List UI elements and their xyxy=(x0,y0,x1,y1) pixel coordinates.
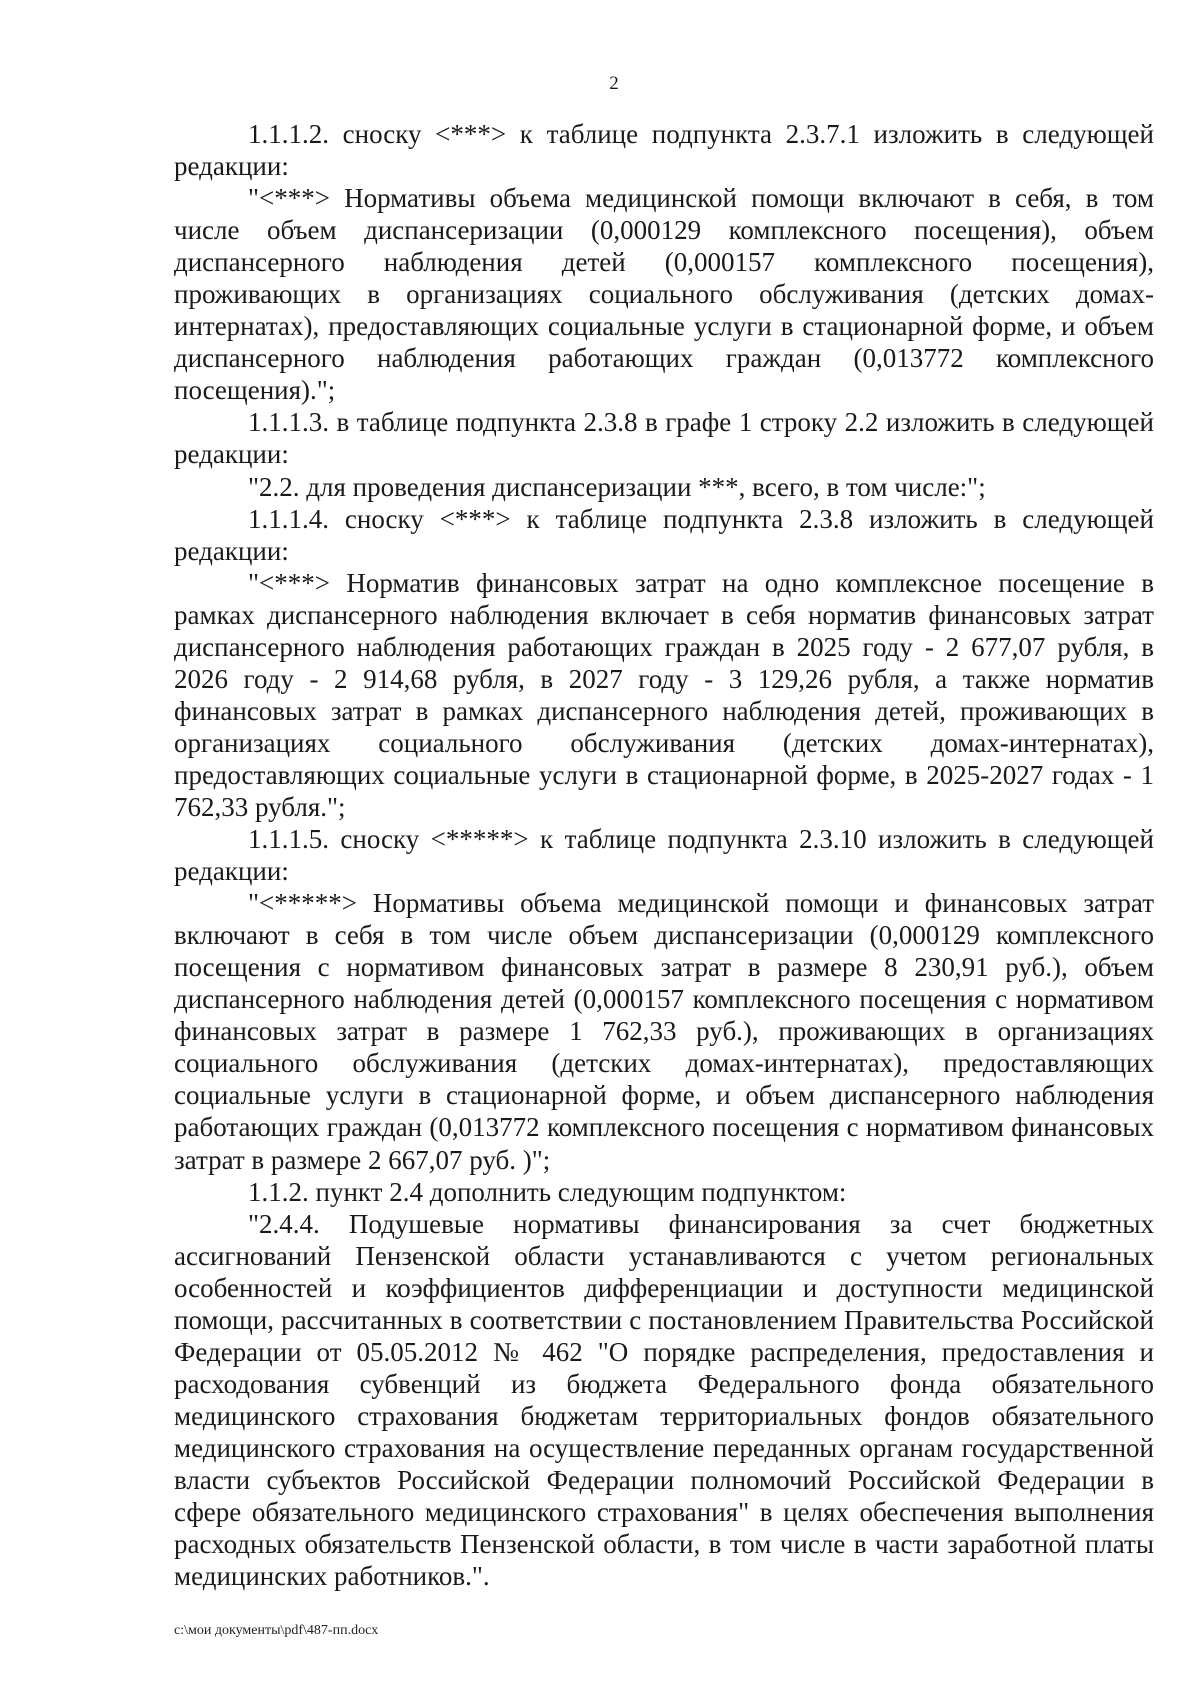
paragraph-1-1-1-4-heading: 1.1.1.4. сноску <***> к таблице подпункта 2.3.8 изложить в следующей редакции: xyxy=(174,503,1154,566)
paragraph-1-1-1-2-heading: 1.1.1.2. сноску <***> к таблице подпункта 2.3.7.1 изложить в следующей редакции: xyxy=(174,119,1154,182)
paragraph-1-1-2-heading: 1.1.2. пункт 2.4 дополнить следующим подпунктом: xyxy=(248,1176,847,1207)
paragraph-2-4-4: "2.4.4. Подушевые нормативы финансирования за счет бюджетных ассигнований Пензенской области устанавливаются с учетом региональных особенностей и коэффициентов дифференциации и доступности медицинской помощи, рассчитанных в соответствии с постановлением Правительства Российской Федерации от 05.05.2012 № 462 "О порядке распределения, предоставления и расходования субвенций из бюджета Федерального фонда обязательного медицинского страхования бюджетам территориальных фондов обязательного медицинского страхования на осуществление переданных органам государственной власти субъектов Российской Федерации полномочий Российской Федерации в сфере обязательного медицинского страхования" в целях обеспечения выполнения расходных обязательств Пензенской области, в том числе в части заработной платы медицинских работников.". xyxy=(174,1208,1154,1592)
paragraph-1-1-1-5-heading: 1.1.1.5. сноску <*****> к таблице подпункта 2.3.10 изложить в следующей редакции: xyxy=(174,824,1154,887)
page-number: 2 xyxy=(609,73,619,94)
document-body xyxy=(174,118,1154,1592)
paragraph-footnote-2-3-10: "<*****> Нормативы объема медицинской помощи и финансовых затрат включают в себя в том числе объем диспансеризации (0,000129 комплексного посещения с нормативом финансовых затрат в размере 8 230,91 руб.), объем диспансерного наблюдения детей (0,000157 комплексного посещения с нормативом финансовых затрат в размере 1 762,33 руб.), проживающих в организациях социального обслуживания (детских домах-интернатах), предоставляющих социальные услуги в стационарной форме, и объем диспансерного наблюдения работающих граждан (0,013772 комплексного посещения с нормативом финансовых затрат в размере 2 667,07 руб. )"; xyxy=(174,888,1154,1175)
paragraph-row-2-2: "2.2. для проведения диспансеризации ***, всего, в том числе:"; xyxy=(248,471,986,502)
paragraph-1-1-1-3-heading: 1.1.1.3. в таблице подпункта 2.3.8 в графе 1 строку 2.2 изложить в следующей редакции: xyxy=(174,407,1154,470)
paragraph-footnote-2-3-8: "<***> Норматив финансовых затрат на одно комплексное посещение в рамках диспансерного наблюдения включает в себя норматив финансовых затрат диспансерного наблюдения работающих граждан в 2025 году - 2 677,07 рубля, в 2026 году - 2 914,68 рубля, в 2027 году - 3 129,26 рубля, а также норматив финансовых затрат в рамках диспансерного наблюдения детей, проживающих в организациях социального обслуживания (детских домах-интернатах), предоставляющих социальные услуги в стационарной форме, в 2025-2027 годах - 1 762,33 рубля."; xyxy=(174,567,1154,822)
paragraph-footnote-2-3-7-1: "<***> Нормативы объема медицинской помощи включают в себя, в том числе объем диспансеризации (0,000129 комплексного посещения), объем диспансерного наблюдения детей (0,000157 комплексного посещения), проживающих в организациях социального обслуживания (детских домах-интернатах), предоставляющих социальные услуги в стационарной форме, и объем диспансерного наблюдения работающих граждан (0,013772 комплексного посещения)."; xyxy=(174,183,1154,406)
footer-file-path: c:\мои документы\pdf\487-пп.docx xyxy=(174,1623,379,1638)
